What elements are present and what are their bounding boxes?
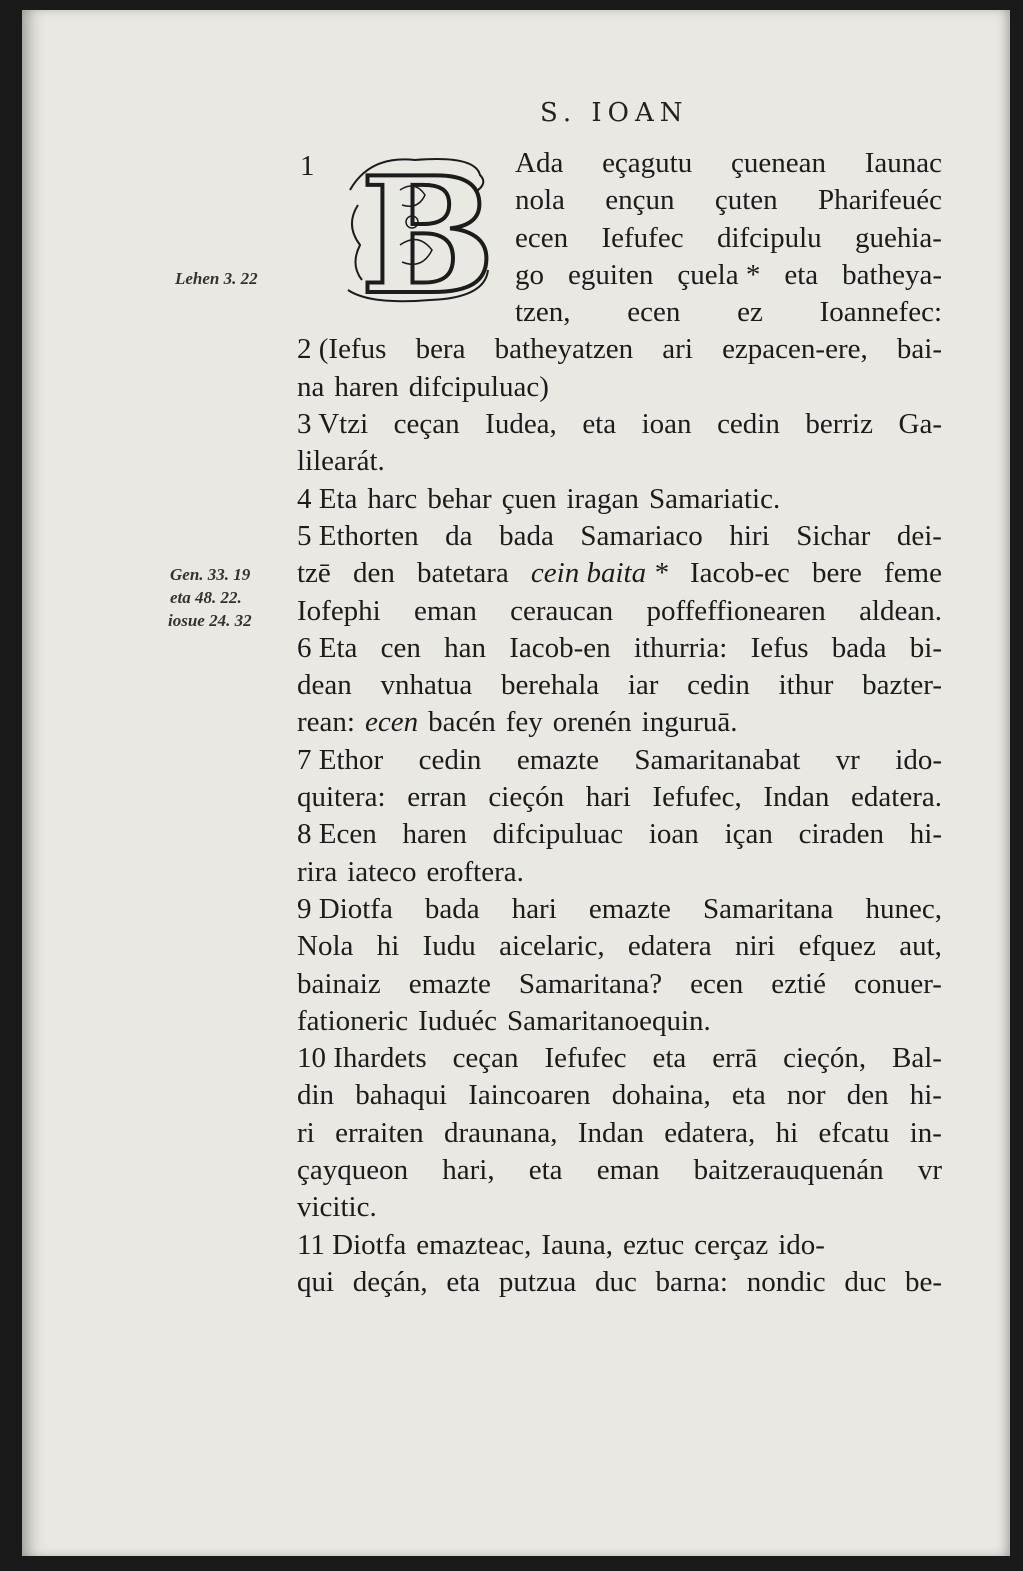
word: conuer- <box>853 967 942 1000</box>
word: 10 Ihardets <box>297 1042 427 1075</box>
word: ari <box>662 333 693 366</box>
word: eta <box>446 1265 481 1298</box>
word: aicelaric, <box>499 930 605 963</box>
word: duc <box>594 1265 637 1298</box>
text-line <box>297 294 942 331</box>
word: in- <box>909 1116 942 1149</box>
word: Samariatic. <box>648 482 781 515</box>
word: dei- <box>896 519 942 552</box>
word: guehia- <box>855 221 942 254</box>
word: eta <box>784 258 819 291</box>
word: dean <box>297 669 352 702</box>
word: iateco <box>347 855 417 888</box>
text-line <box>297 928 942 965</box>
word: Iauna, <box>541 1228 614 1261</box>
word: draunana, <box>443 1116 558 1149</box>
word: Indan <box>763 781 830 814</box>
word: ri <box>297 1116 315 1149</box>
word: orenén <box>552 706 632 739</box>
word: Ga- <box>898 408 942 441</box>
text-line <box>297 593 942 630</box>
word: eta <box>528 1154 563 1187</box>
word: 7 Ethor <box>297 743 384 776</box>
verse-number: 1 <box>300 150 315 182</box>
word: ezpacen-ere, <box>722 333 868 366</box>
text-line <box>297 145 942 182</box>
word: ceçan <box>452 1042 519 1075</box>
word: emazte <box>408 967 491 1000</box>
word: Iefufec <box>544 1042 627 1075</box>
word: feme <box>884 557 942 590</box>
word: hi- <box>909 818 942 851</box>
word: bahaqui <box>355 1079 448 1112</box>
word: fationeric <box>297 1004 409 1037</box>
word: bada <box>424 892 480 925</box>
word: poffeffionearen <box>646 594 826 627</box>
word: Iofephi <box>297 594 381 627</box>
word: behar <box>427 482 492 515</box>
word: ceçan <box>393 408 460 441</box>
word: hi <box>775 1116 799 1149</box>
word: Sichar <box>796 519 871 552</box>
word: eztié <box>771 967 826 1000</box>
word: Iacob-ec <box>690 557 790 590</box>
word: aldean. <box>859 594 942 627</box>
word: Iudu <box>422 930 476 963</box>
margin-reference: eta 48. 22. <box>170 588 242 607</box>
word: ençun <box>605 184 675 217</box>
word: lilearát. <box>297 445 385 478</box>
word: Iaunac <box>864 147 942 179</box>
word: difcipuluac <box>492 818 624 851</box>
word: 6 Eta <box>297 631 358 664</box>
word: 4 Eta <box>297 482 358 515</box>
word: na <box>297 370 325 403</box>
word: batetara <box>417 557 509 590</box>
word: Iefus <box>750 631 809 664</box>
word: emazte <box>588 892 671 925</box>
word: cieçón <box>488 781 565 814</box>
word: edatera <box>627 930 712 963</box>
text-line <box>297 1189 942 1226</box>
word: cerçaz <box>694 1228 769 1261</box>
word: Samaritana <box>702 892 834 925</box>
text-line <box>297 1264 942 1301</box>
word: bere <box>811 557 862 590</box>
word: hiri <box>729 519 770 552</box>
word: 8 Ecen <box>297 818 377 851</box>
word: hari <box>585 781 631 814</box>
word: emazteac, <box>416 1228 532 1261</box>
word: 3 Vtzi <box>297 408 369 441</box>
word: eta <box>582 408 617 441</box>
text-line <box>297 220 942 257</box>
word: 2 (Iefus <box>297 333 387 366</box>
word: bera <box>415 333 466 366</box>
word: bada <box>499 519 554 552</box>
word: Iuduéc <box>418 1004 498 1037</box>
word: qui <box>297 1265 335 1298</box>
word: emazte <box>516 743 599 776</box>
word: 11 Diotfa <box>297 1228 407 1261</box>
word: vr <box>835 743 860 776</box>
text-line <box>297 966 942 1003</box>
word: bainaiz <box>297 967 381 1000</box>
word: cedin <box>418 743 482 776</box>
word: 5 Ethorten <box>297 519 419 552</box>
word: Samaritana? <box>518 967 663 1000</box>
word: ecen <box>690 967 744 1000</box>
text-line <box>297 1077 942 1114</box>
word: niri <box>734 930 776 963</box>
text-line <box>297 816 942 853</box>
word: ioan <box>641 408 692 441</box>
text-line <box>297 891 942 928</box>
text-line <box>297 1040 942 1077</box>
word: çuela * <box>677 258 761 291</box>
text-line <box>297 779 942 816</box>
word: ceraucan <box>510 594 614 627</box>
word: rean: <box>297 706 355 739</box>
text-line <box>297 630 942 667</box>
word: cedin <box>717 408 780 441</box>
body-text <box>297 145 942 1301</box>
word: han <box>444 631 486 664</box>
word: hi- <box>909 1079 942 1112</box>
text-line <box>297 555 942 592</box>
word: nondic <box>746 1265 826 1298</box>
word: Iudea, <box>485 408 557 441</box>
word: rira <box>297 855 338 888</box>
word: çuten <box>714 184 778 217</box>
word: vr <box>917 1154 942 1187</box>
text-line <box>297 406 942 443</box>
word: Iacob-en <box>509 631 611 664</box>
word: 9 Diotfa <box>297 892 393 925</box>
text-line <box>297 331 942 368</box>
word: inguruā. <box>641 706 738 739</box>
text-line <box>297 742 942 779</box>
word: Iefufec, <box>652 781 742 814</box>
word: batheyatzen <box>494 333 634 366</box>
word: iar <box>627 669 659 702</box>
word: ido- <box>778 1228 825 1261</box>
word: cen <box>380 631 421 664</box>
word: da <box>445 519 473 552</box>
word: errā <box>712 1042 758 1075</box>
word: harc <box>367 482 418 515</box>
word: bada <box>831 631 887 664</box>
word: Bal- <box>891 1042 942 1075</box>
word: bi- <box>909 631 942 664</box>
word: eztuc <box>623 1228 685 1261</box>
word: ido- <box>895 743 942 776</box>
margin-reference: iosue 24. 32 <box>168 611 252 630</box>
word: cein baita * <box>530 557 668 590</box>
word: erran <box>407 781 467 814</box>
word: haren <box>402 818 467 851</box>
word: putzua <box>498 1265 577 1298</box>
word: ithur <box>778 669 834 702</box>
word: den <box>846 1079 889 1112</box>
word: berriz <box>805 408 873 441</box>
word: eroftera. <box>426 855 524 888</box>
word: hi <box>376 930 400 963</box>
word: be- <box>904 1265 942 1298</box>
word: ez <box>737 296 763 329</box>
word: tzen, <box>515 296 571 329</box>
word: go <box>515 258 544 291</box>
word: haren <box>334 370 399 403</box>
word: eman <box>596 1154 660 1187</box>
word: berehala <box>500 669 600 702</box>
word: Samaritanoequin. <box>507 1004 711 1037</box>
word: Ada <box>515 147 564 179</box>
word: bai- <box>896 333 942 366</box>
word: duc <box>844 1265 887 1298</box>
word: aut, <box>899 930 942 963</box>
word: deçán, <box>352 1265 428 1298</box>
word: nola <box>515 184 565 217</box>
text-line <box>297 667 942 704</box>
text-line <box>297 1115 942 1152</box>
word: hari, <box>442 1154 495 1187</box>
word: tzē <box>297 557 331 590</box>
word: eçagutu <box>602 147 693 179</box>
word: ioan <box>648 818 699 851</box>
text-line <box>297 443 942 480</box>
text-line <box>297 481 942 518</box>
word: Samaritanabat <box>634 743 801 776</box>
word: eta <box>731 1079 766 1112</box>
word: cieçón, <box>783 1042 867 1075</box>
word: bazter- <box>862 669 942 702</box>
word: fey <box>505 706 543 739</box>
word: cedin <box>687 669 750 702</box>
word: Ioannefec: <box>819 296 942 329</box>
word: Samariaco <box>580 519 703 552</box>
word: batheya- <box>842 258 942 291</box>
word: ecen <box>364 706 419 739</box>
word: Iefufec <box>601 221 684 254</box>
word: iragan <box>566 482 639 515</box>
word: ecen <box>627 296 681 329</box>
word: den <box>352 557 395 590</box>
word: Pharifeuéc <box>817 184 942 217</box>
word: edatera. <box>851 781 942 814</box>
word: efquez <box>798 930 876 963</box>
word: eman <box>414 594 477 627</box>
word: ithurria: <box>633 631 728 664</box>
text-line <box>297 1152 942 1189</box>
text-line <box>297 854 942 891</box>
word: ciraden <box>798 818 884 851</box>
word: hunec, <box>865 892 942 925</box>
word: Iaincoaren <box>468 1079 591 1112</box>
word: içan <box>724 818 773 851</box>
word: erraiten <box>335 1116 424 1149</box>
text-line <box>297 182 942 219</box>
word: Indan <box>577 1116 644 1149</box>
word: hari <box>511 892 557 925</box>
word: eta <box>652 1042 687 1075</box>
word: çuenean <box>730 147 826 179</box>
margin-reference: Gen. 33. 19 <box>170 565 251 584</box>
word: barna: <box>655 1265 728 1298</box>
text-line <box>297 257 942 294</box>
word: ecen <box>515 221 569 254</box>
word: vicitic. <box>297 1191 377 1224</box>
text-line <box>297 1003 942 1040</box>
word: vnhatua <box>380 669 473 702</box>
word: efcatu <box>818 1116 890 1149</box>
text-line <box>297 704 942 741</box>
text-line <box>297 369 942 406</box>
word: difcipuluac) <box>408 370 549 403</box>
word: çayqueon <box>297 1154 409 1187</box>
word: Nola <box>297 930 354 963</box>
text-line <box>297 1227 942 1264</box>
word: quitera: <box>297 781 386 814</box>
text-line <box>297 518 942 555</box>
word: baitzerauquenán <box>693 1154 884 1187</box>
word: eguiten <box>568 258 654 291</box>
running-head: S. IOAN <box>540 98 689 128</box>
word: edatera, <box>664 1116 756 1149</box>
margin-reference: Lehen 3. 22 <box>175 269 258 288</box>
word: dohaina, <box>611 1079 711 1112</box>
word: çuen <box>501 482 557 515</box>
word: nor <box>786 1079 826 1112</box>
word: bacén <box>428 706 496 739</box>
dropcap-letter: B <box>360 150 490 305</box>
word: din <box>297 1079 335 1112</box>
word: difcipulu <box>716 221 822 254</box>
